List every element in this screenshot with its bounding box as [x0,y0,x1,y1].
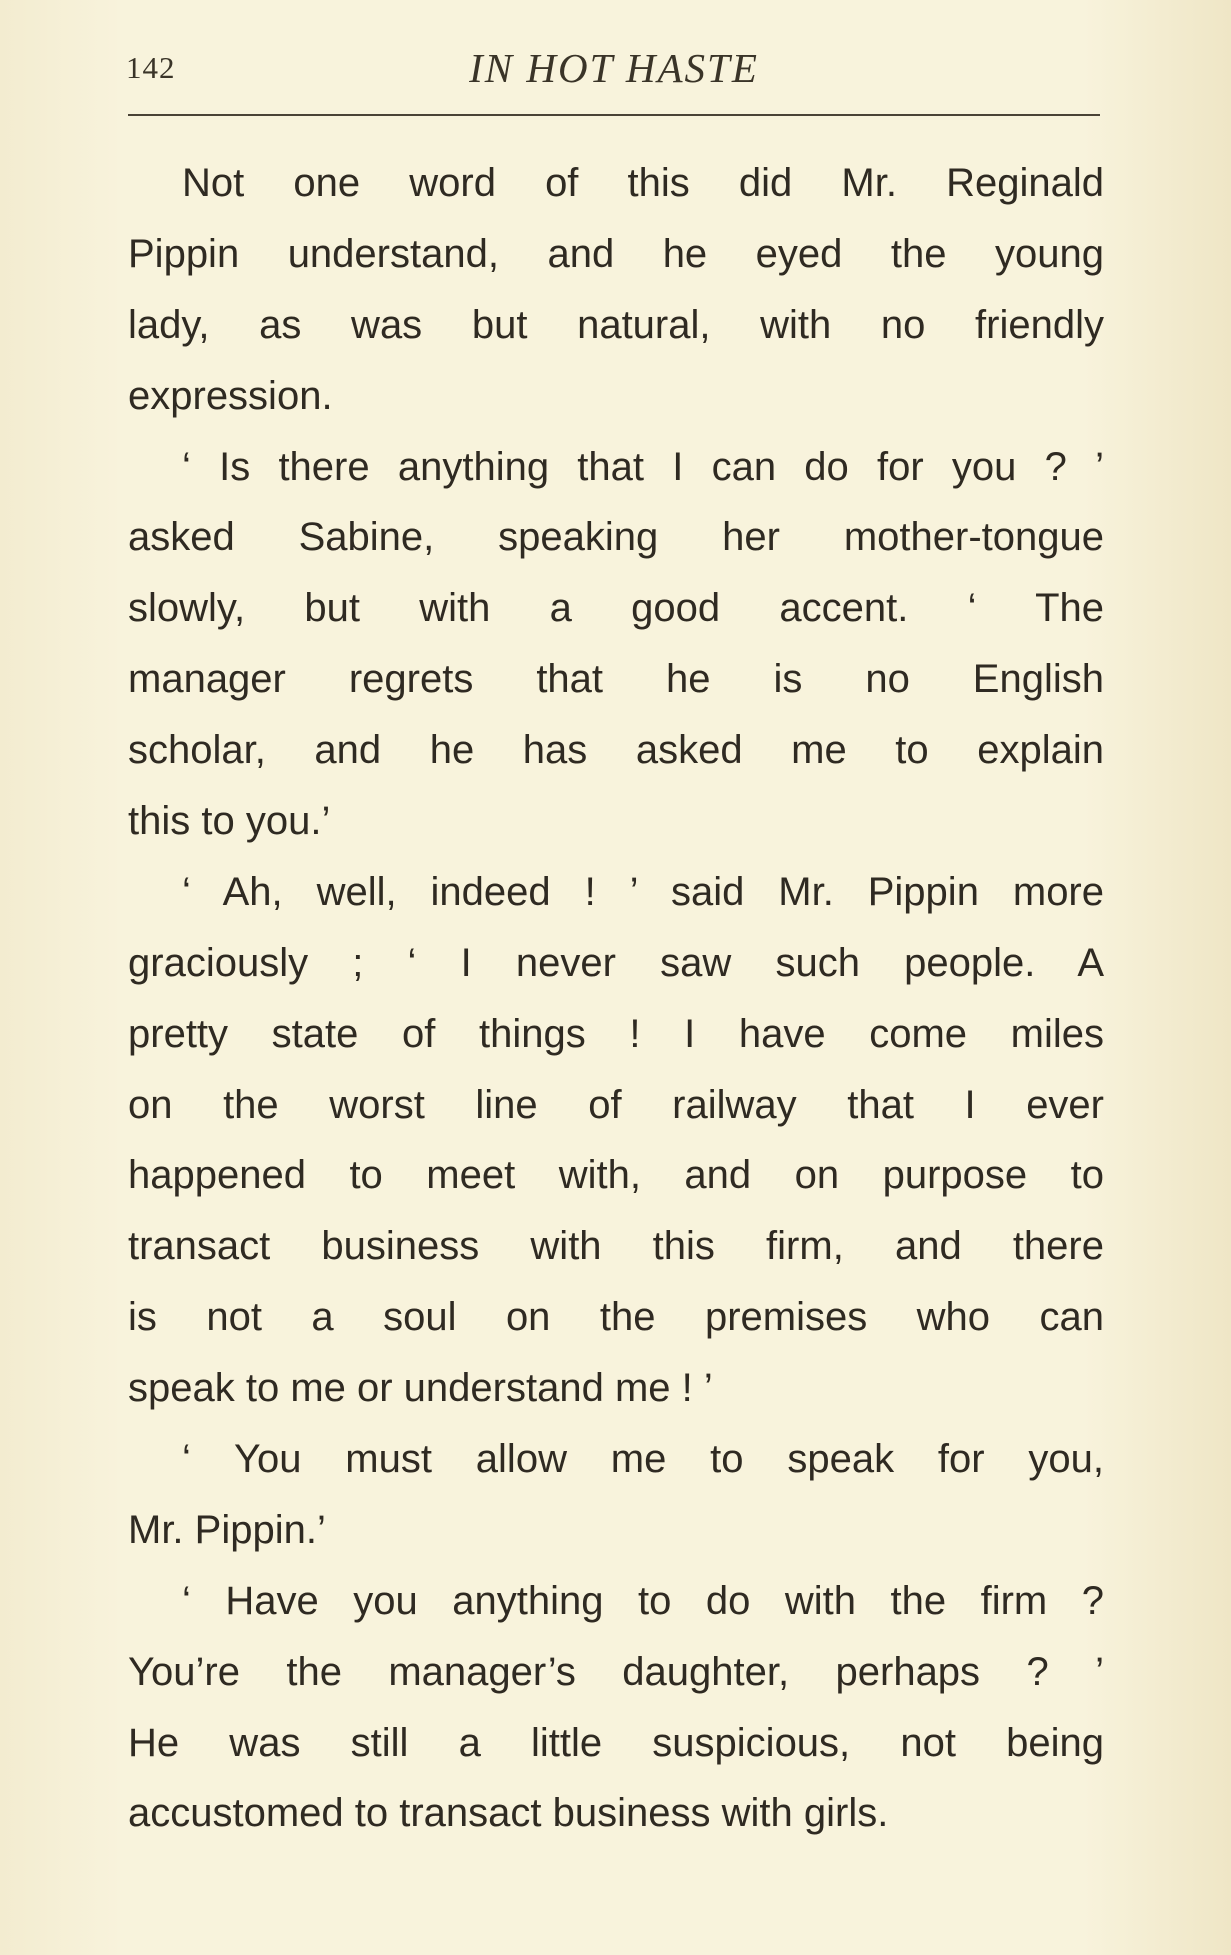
text-line: is not a soul on the premises who can [128,1295,1104,1340]
text-line: on the worst line of railway that I ever [128,1082,1104,1127]
text-line: ‘ Ah, well, indeed ! ’ said Mr. Pippin more [182,869,1104,914]
text-line: pretty state of things ! I have come miles [128,1011,1104,1056]
text-line: happened to meet with, and on purpose to [128,1153,1104,1198]
text-line: ‘ You must allow me to speak for you, [182,1437,1104,1482]
text-line: Mr. Pippin.’ [128,1507,326,1552]
text-line: expression. [128,373,333,418]
text-line: speak to me or understand me ! ’ [128,1366,713,1411]
text-line: ‘ Have you anything to do with the firm ? [182,1578,1104,1623]
running-title: IN HOT HASTE [469,45,759,91]
text-line: ‘ Is there anything that I can do for you ? ’ [182,444,1104,489]
text-line: You’re the manager’s daughter, perhaps ? ’ [128,1649,1104,1694]
text-line: scholar, and he has asked me to explain [128,728,1104,773]
page-number: 142 [126,50,176,85]
text-line: asked Sabine, speaking her mother-tongue [128,515,1104,560]
body-text [128,148,1104,1849]
text-line: slowly, but with a good accent. ‘ The [128,586,1104,631]
text-line: manager regrets that he is no English [128,657,1104,702]
header-rule [128,114,1100,116]
text-line: lady, as was but natural, with no friendly [128,302,1104,347]
text-line: this to you.’ [128,799,331,844]
text-line: graciously ; ‘ I never saw such people. A [128,940,1104,985]
text-line: Pippin understand, and he eyed the young [128,231,1104,276]
page-header [126,40,1102,100]
text-line: transact business with this firm, and there [128,1224,1104,1269]
text-line: accustomed to transact business with girls. [128,1791,889,1836]
text-line: He was still a little suspicious, not being [128,1720,1104,1765]
text-line: Not one word of this did Mr. Reginald [182,161,1104,205]
